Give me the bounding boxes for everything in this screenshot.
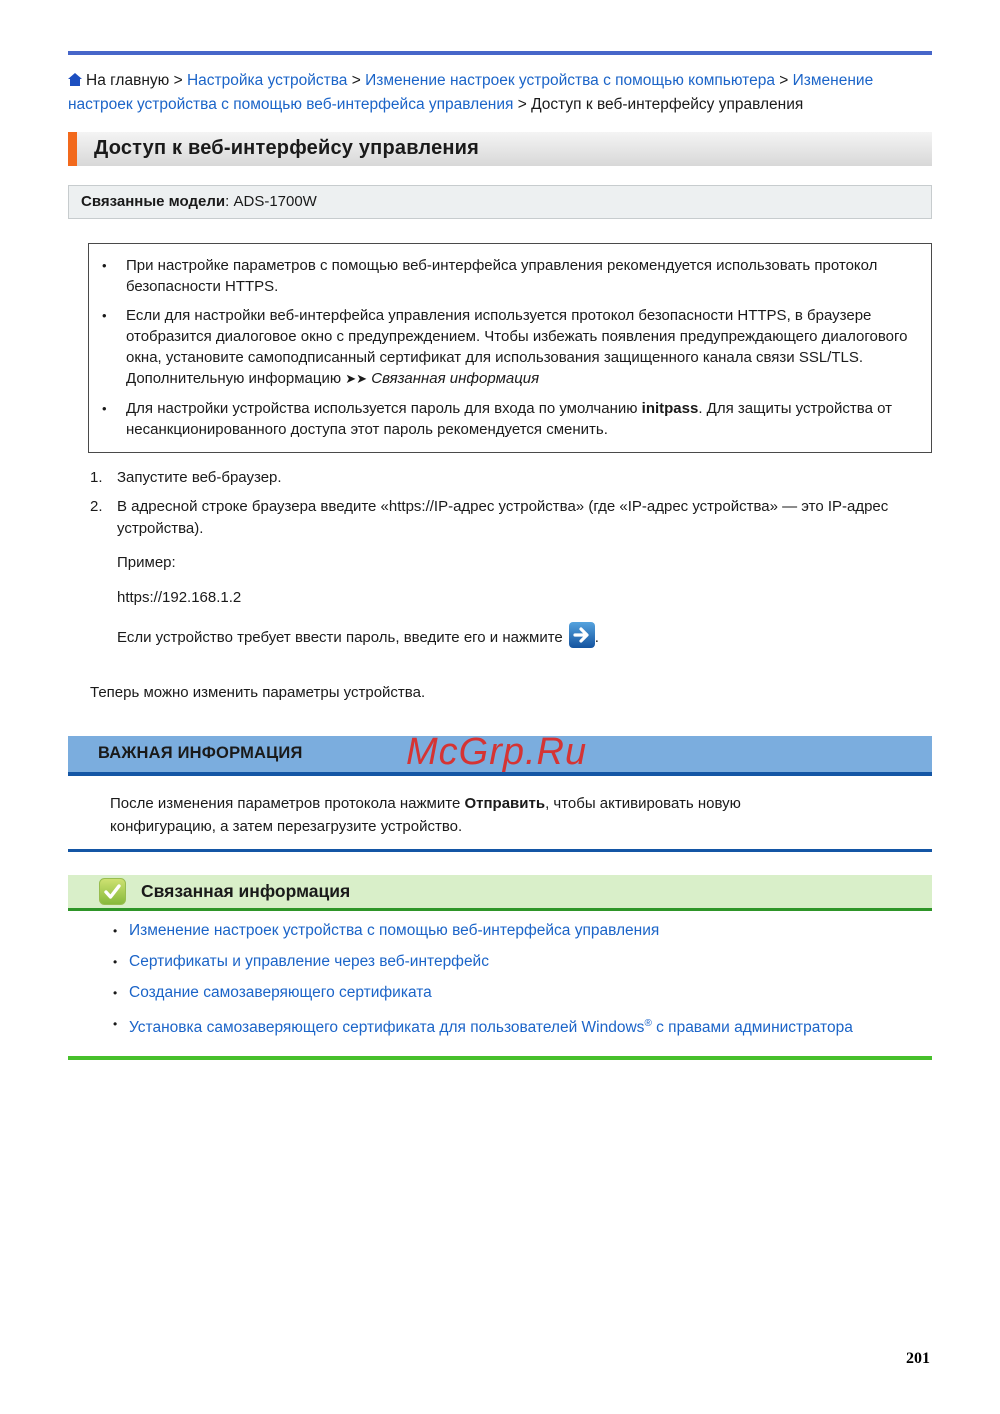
page-title-bar	[68, 132, 932, 166]
related-section-divider	[68, 1056, 932, 1060]
important-info-header	[68, 730, 932, 776]
bullet-marker: •	[102, 307, 107, 323]
password-instruction	[117, 622, 932, 655]
related-link-install-certificate-windows[interactable]	[129, 1013, 853, 1039]
note-bullet-1	[102, 255, 913, 297]
note-bullet-3-text	[126, 398, 913, 440]
related-link-certificates[interactable]: Сертификаты и управление через веб-интерфейс	[129, 952, 489, 970]
related-link-row	[68, 920, 932, 942]
arrow-right-button-icon	[569, 622, 595, 655]
note-bullet-2-reference: Связанная информация	[367, 369, 540, 387]
closing-statement: Теперь можно изменить параметры устройства.	[90, 683, 426, 701]
important-section-divider	[68, 849, 932, 852]
note-box	[88, 243, 932, 453]
related-models-box	[68, 185, 932, 219]
bullet-marker: •	[102, 400, 107, 416]
step-2-text: В адресной строке браузера введите «https://IP-адрес устройства» (где «IP-адрес устройства» — это IP-адрес устройства).	[117, 497, 889, 537]
related-link-create-certificate[interactable]: Создание самозаверяющего сертификата	[129, 983, 432, 1001]
related-models-label: Связанные модели	[81, 192, 226, 210]
note-bullet-3-post: . Для защиты устройства от несанкционированного доступа этот пароль рекомендуется сменить.	[126, 399, 892, 438]
related-link-4-text: Установка самозаверяющего сертификата для пользователей Windows	[129, 1018, 645, 1036]
note-bullet-2-text	[126, 305, 913, 390]
step-1	[90, 467, 932, 489]
example-label: Пример:	[117, 553, 176, 571]
important-body-pre: После изменения параметров протокола нажмите	[110, 794, 465, 812]
related-link-row	[68, 951, 932, 973]
bullet-marker: •	[113, 1016, 118, 1031]
important-body-post: , чтобы активировать новую конфигурацию, а затем перезагрузите устройство.	[110, 794, 741, 835]
step-2	[90, 496, 932, 540]
bullet-marker: •	[113, 923, 118, 938]
breadcrumb-separator: >	[347, 72, 366, 89]
home-icon[interactable]	[68, 70, 82, 93]
example-url: https://192.168.1.2	[117, 588, 242, 606]
related-models-value: : ADS-1700W	[225, 192, 317, 210]
important-info-body	[110, 792, 850, 838]
important-info-title: ВАЖНАЯ ИНФОРМАЦИЯ	[98, 744, 303, 762]
related-info-links	[68, 920, 932, 1039]
breadcrumb-link-device-settings[interactable]: Настройка устройства	[186, 72, 348, 89]
registered-trademark-symbol: ®	[644, 1017, 652, 1029]
step-1-text: Запустите веб-браузер.	[117, 468, 282, 486]
bullet-marker: •	[102, 257, 107, 273]
note-bullet-2	[102, 305, 913, 390]
bullet-marker: •	[113, 954, 118, 969]
instruction-steps	[90, 467, 932, 655]
breadcrumb-separator: >	[774, 72, 793, 89]
breadcrumb-home[interactable]: На главную	[86, 72, 170, 89]
breadcrumb-link-change-settings-web[interactable]: Изменение настроек устройства с помощью веб-интерфейса управления	[68, 72, 874, 113]
note-bullet-2-main: Если для настройки веб-интерфейса управления используется протокол безопасности HTTPS, в браузере отобразится диалоговое окно с предупреждением. Чтобы избежать появления предупреждающего диалогового окна, установите самоподписанный сертификат для использования защищенного канала связи SSL/TLS. Дополнительную информацию	[126, 306, 908, 387]
step-1-number: 1.	[90, 468, 103, 486]
breadcrumb-current: Доступ к веб-интерфейсу управления	[531, 96, 804, 113]
breadcrumb-separator: >	[513, 96, 532, 113]
related-link-change-settings-web[interactable]: Изменение настроек устройства с помощью веб-интерфейса управления	[129, 921, 660, 939]
checkmark-icon	[99, 878, 126, 905]
password-instruction-period: .	[594, 629, 599, 646]
related-link-4-suffix: с правами администратора	[651, 1018, 853, 1036]
watermark-text: McGrp.Ru	[406, 730, 588, 773]
note-bullet-3	[102, 398, 913, 440]
breadcrumb	[68, 69, 932, 116]
page-number: 201	[906, 1350, 930, 1367]
related-info-title: Связанная информация	[141, 880, 351, 901]
bullet-marker: •	[113, 985, 118, 1000]
top-divider	[68, 51, 932, 55]
password-instruction-text: Если устройство требует ввести пароль, введите его и нажмите	[117, 629, 563, 646]
see-also-arrows-icon: ➤➤	[345, 371, 368, 387]
default-password-value: initpass	[641, 399, 699, 417]
related-link-row	[68, 982, 932, 1004]
note-bullet-1-text: При настройке параметров с помощью веб-интерфейса управления рекомендуется использовать протокол безопасности HTTPS.	[126, 256, 878, 295]
breadcrumb-separator: >	[169, 72, 187, 89]
submit-button-label: Отправить	[464, 794, 546, 812]
step-2-number: 2.	[90, 497, 103, 515]
page-title: Доступ к веб-интерфейсу управления	[94, 137, 480, 159]
related-info-header	[68, 875, 932, 911]
related-link-row	[68, 1013, 932, 1039]
breadcrumb-link-change-settings-computer[interactable]: Изменение настроек устройства с помощью компьютера	[365, 72, 775, 89]
note-bullet-3-pre: Для настройки устройства используется пароль для входа по умолчанию	[126, 399, 642, 417]
